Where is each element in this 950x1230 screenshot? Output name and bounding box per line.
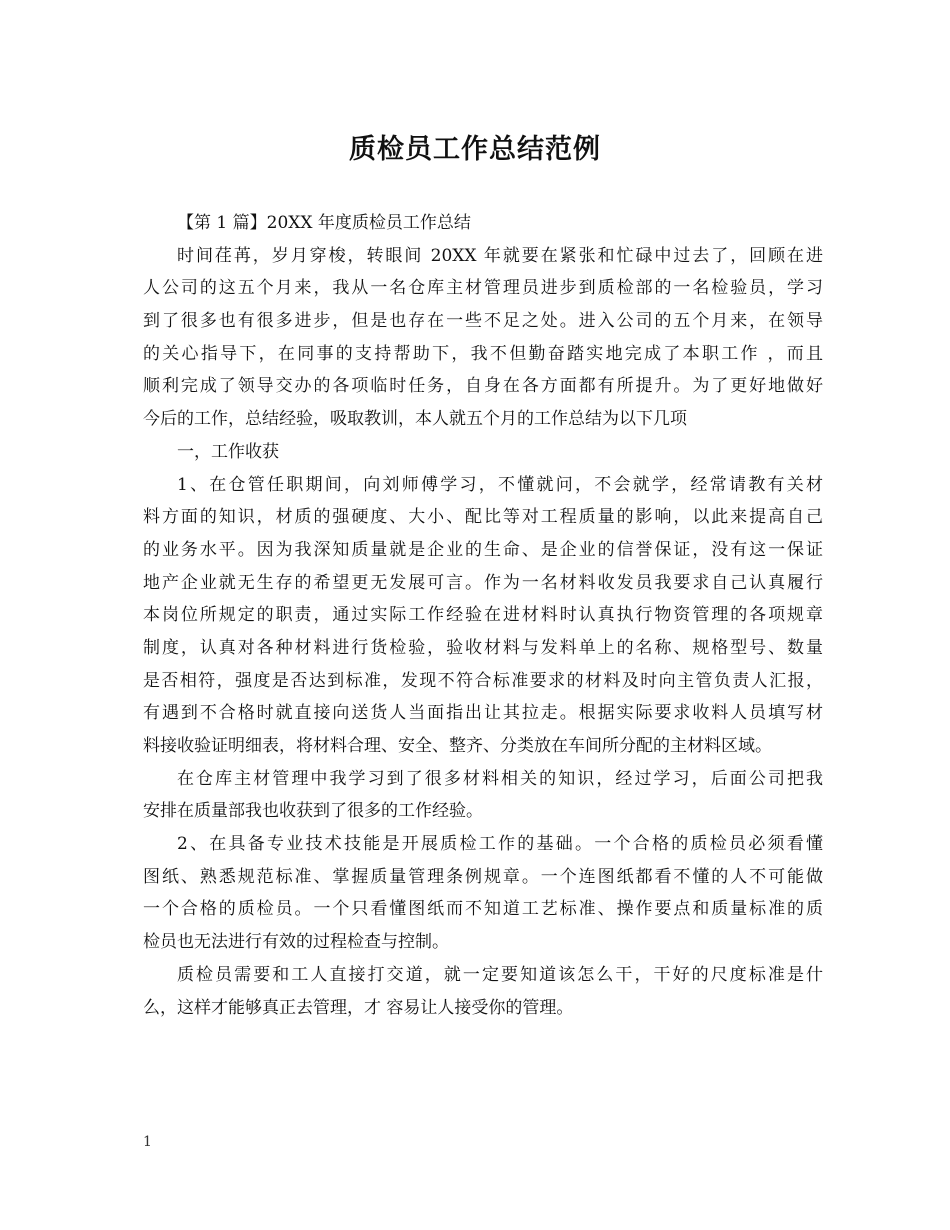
text-line: 一，工作收获 [177,441,279,462]
text-line: 是否相符，强度是否达到标准，发现不符合标准要求的材料及时向主管负责人汇报， [143,670,823,691]
text-line: 1、在仓管任职期间，向刘师傅学习，不懂就问，不会就学，经常请教有关材 [177,474,823,495]
page-number: 1 [143,1134,152,1150]
text-line: 的关心指导下，在同事的支持帮助下，我不但勤奋踏实地完成了本职工作 ，而且 [143,343,823,364]
text-line: 制度，认真对各种材料进行货检验，验收材料与发料单上的名称、规格型号、数量 [143,637,823,658]
text-line: 的业务水平。因为我深知质量就是企业的生命、是企业的信誉保证，没有这一保证 [143,539,823,560]
text-line: 时间荏苒，岁月穿梭，转眼间 20XX 年就要在紧张和忙碌中过去了，回顾在进 [177,245,823,266]
document-title: 质检员工作总结范例 [349,134,601,165]
text-line: 人公司的这五个月来，我从一名仓库主材管理员进步到质检部的一名检验员，学习 [143,278,823,299]
text-line: 图纸、熟悉规范标准、掌握质量管理条例规章。一个连图纸都看不懂的人不可能做 [143,866,823,887]
text-line: 一个合格的质检员。一个只看懂图纸而不知道工艺标准、操作要点和质量标准的质 [143,899,823,920]
text-line: 地产企业就无生存的希望更无发展可言。作为一名材料收发员我要求自己认真履行 [143,572,823,593]
text-line: 在仓库主材管理中我学习到了很多材料相关的知识，经过学习，后面公司把我 [177,768,823,789]
document-body [143,207,823,1024]
text-line: 料接收验证明细表，将材料合理、安全、整齐、分类放在车间所分配的主材料区域。 [143,736,772,756]
text-line: 有遇到不合格时就直接向送货人当面指出让其拉走。根据实际要求收料人员填写材 [143,703,823,724]
text-line: 么，这样才能够真正去管理，才 容易让人接受你的管理。 [143,997,574,1018]
text-line: 到了很多也有很多进步，但是也存在一些不足之处。进入公司的五个月来，在领导 [143,311,823,332]
text-line: 安排在质量部我也收获到了很多的工作经验。 [143,801,483,822]
text-line: 检员也无法进行有效的过程检查与控制。 [143,932,449,953]
text-line: 质检员需要和工人直接打交道，就一定要知道该怎么干，干好的尺度标准是什 [177,964,823,985]
text-line: 顺利完成了领导交办的各项临时任务，自身在各方面都有所提升。为了更好地做好 [143,376,823,397]
text-line: 料方面的知识，材质的强硬度、大小、配比等对工程质量的影响，以此来提高自己 [143,507,823,528]
text-line: 本岗位所规定的职责，通过实际工作经验在进材料时认真执行物资管理的各项规章 [143,605,823,626]
text-line: 今后的工作，总结经验，吸取教训，本人就五个月的工作总结为以下几项 [143,409,687,430]
text-line: 【第 1 篇】20XX 年度质检员工作总结 [177,213,471,233]
text-line: 2、在具备专业技术技能是开展质检工作的基础。一个合格的质检员必须看懂 [177,834,823,855]
